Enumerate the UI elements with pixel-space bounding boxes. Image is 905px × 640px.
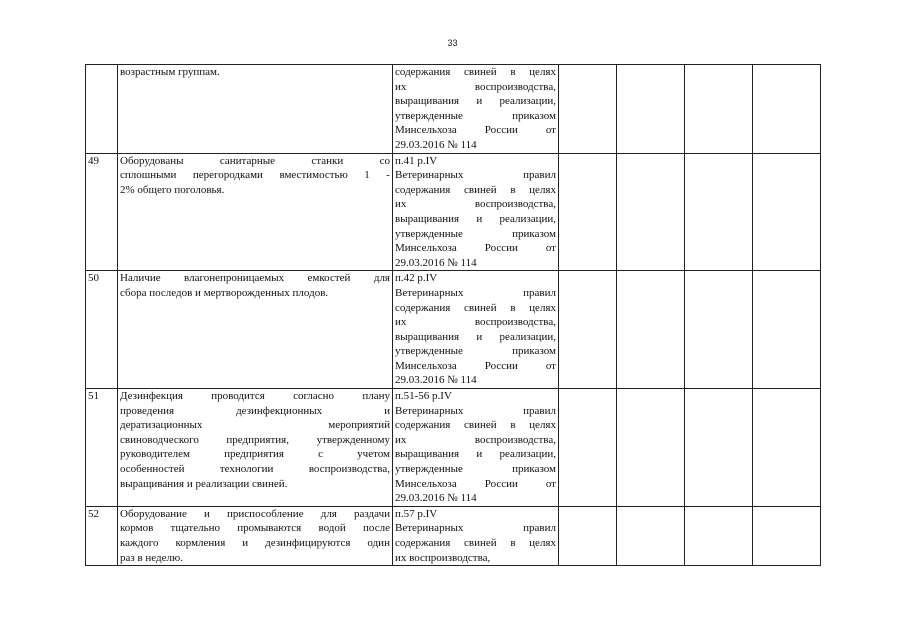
empty-check-cell <box>559 389 617 507</box>
table-row <box>86 506 821 565</box>
empty-check-cell <box>685 153 753 271</box>
requirement-cell <box>118 153 393 271</box>
requirement-line: Оборудование и приспособление для раздачи <box>120 507 390 520</box>
reference-line: их воспроизводства, <box>395 433 556 446</box>
empty-check-cell <box>617 65 685 154</box>
reference-line: 29.03.2016 № 114 <box>395 492 477 505</box>
reference-line: Ветеринарных правил <box>395 286 556 299</box>
empty-check-cell <box>559 506 617 565</box>
reference-line: их воспроизводства, <box>395 316 556 329</box>
reference-line: выращивания и реализации, <box>395 330 556 343</box>
requirement-line: проведения дезинфекционных и <box>120 404 390 417</box>
requirement-line: свиноводческого предприятия, утвержденному <box>120 433 390 446</box>
empty-check-cell <box>753 65 821 154</box>
empty-check-cell <box>559 153 617 271</box>
reference-line: содержания свиней в целях <box>395 537 556 549</box>
requirement-line: Наличие влагонепроницаемых емкостей для <box>120 272 390 285</box>
empty-check-cell <box>617 506 685 565</box>
reference-line: Ветеринарных правил <box>395 404 556 417</box>
empty-check-cell <box>685 506 753 565</box>
requirement-cell <box>118 506 393 565</box>
reference-line: выращивания и реализации, <box>395 95 556 108</box>
reference-line: выращивания и реализации, <box>395 212 556 225</box>
requirement-line: выращивания и реализации свиней. <box>120 477 288 490</box>
empty-check-cell <box>617 153 685 271</box>
empty-check-cell <box>559 271 617 389</box>
reference-line: п.42 р.IV <box>395 272 438 285</box>
reference-cell <box>393 153 559 271</box>
requirement-cell <box>118 271 393 389</box>
requirement-line: Дезинфекция проводится согласно плану <box>120 390 390 403</box>
reference-line: содержания свиней в целях <box>395 301 556 314</box>
reference-line: утвержденные приказом <box>395 227 556 240</box>
reference-cell <box>393 389 559 507</box>
reference-line: п.51-56 р.IV <box>395 390 452 403</box>
table-row <box>86 271 821 389</box>
empty-check-cell <box>617 271 685 389</box>
reference-cell <box>393 506 559 565</box>
reference-line: Ветеринарных правил <box>395 522 556 535</box>
reference-cell <box>393 271 559 389</box>
requirement-line: Оборудованы санитарные станки со <box>120 154 390 167</box>
requirement-line: 2% общего поголовья. <box>120 183 225 196</box>
reference-line: п.41 р.IV <box>395 154 438 167</box>
empty-check-cell <box>617 389 685 507</box>
requirement-line: сплошными перегородками вместимостью 1 - <box>120 169 390 182</box>
reference-line: Ветеринарных правил <box>395 169 556 182</box>
requirement-line: руководителем предприятия с учетом <box>120 448 390 461</box>
reference-line: их воспроизводства, <box>395 80 556 93</box>
empty-check-cell <box>685 65 753 154</box>
reference-line: 29.03.2016 № 114 <box>395 256 477 269</box>
reference-line: утвержденные приказом <box>395 345 556 358</box>
reference-line: утвержденные приказом <box>395 109 556 122</box>
requirement-cell <box>118 389 393 507</box>
requirement-line: дератизационных мероприятий <box>120 419 390 432</box>
empty-check-cell <box>753 271 821 389</box>
table-row <box>86 389 821 507</box>
reference-line: Минсельхоза России от <box>395 477 556 490</box>
requirement-line: раз в неделю. <box>120 551 183 564</box>
reference-line: утвержденные приказом <box>395 463 556 476</box>
reference-line: их воспроизводства, <box>395 551 491 564</box>
reference-line: содержания свиней в целях <box>395 419 556 432</box>
reference-cell <box>393 65 559 154</box>
reference-line: Минсельхоза России от <box>395 242 556 255</box>
requirement-line: каждого кормления и дезинфицируются один <box>120 537 390 549</box>
row-number: 51 <box>86 389 118 507</box>
reference-line: п.57 р.IV <box>395 507 438 520</box>
requirement-cell <box>118 65 393 154</box>
reference-line: их воспроизводства, <box>395 198 556 211</box>
reference-line: выращивания и реализации, <box>395 448 556 461</box>
reference-line: содержания свиней в целях <box>395 183 556 196</box>
empty-check-cell <box>753 153 821 271</box>
row-number: 50 <box>86 271 118 389</box>
checklist-table <box>85 64 821 566</box>
table-row <box>86 65 821 154</box>
empty-check-cell <box>753 389 821 507</box>
requirement-line: возрастным группам. <box>120 66 220 78</box>
requirement-line: особенностей технологии воспроизводства, <box>120 463 390 476</box>
empty-check-cell <box>685 271 753 389</box>
requirement-line: кормов тщательно промываются водой после <box>120 522 390 535</box>
reference-line: содержания свиней в целях <box>395 66 556 78</box>
row-number: 49 <box>86 153 118 271</box>
empty-check-cell <box>753 506 821 565</box>
reference-line: Минсельхоза России от <box>395 124 556 137</box>
table-row <box>86 153 821 271</box>
empty-check-cell <box>559 65 617 154</box>
requirement-line: сбора последов и мертворожденных плодов. <box>120 286 329 299</box>
reference-line: Минсельхоза России от <box>395 359 556 372</box>
page-number: 33 <box>447 38 458 48</box>
reference-line: 29.03.2016 № 114 <box>395 138 477 151</box>
reference-line: 29.03.2016 № 114 <box>395 374 477 387</box>
row-number <box>86 65 118 154</box>
row-number: 52 <box>86 506 118 565</box>
empty-check-cell <box>685 389 753 507</box>
